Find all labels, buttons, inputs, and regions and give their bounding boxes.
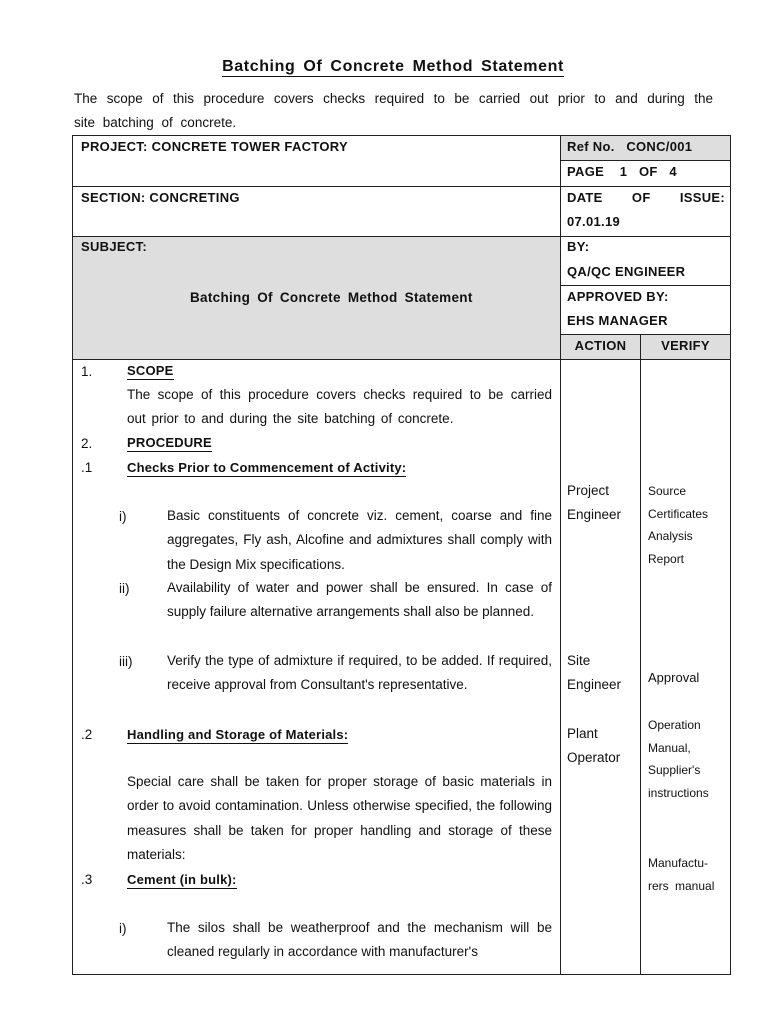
- subsection-number: .3: [81, 872, 93, 887]
- item-text: Basic constituents of concrete viz. cement, coarse and fine aggregates, Fly ash, Alcofine and admixtures shall comply with the Design Mix specifications.: [167, 508, 552, 572]
- checks-heading: Checks Prior to Commencement of Activity:: [127, 460, 407, 475]
- procedure-heading: PROCEDURE: [127, 435, 212, 450]
- divider: [560, 160, 731, 161]
- item-text: Availability of water and power shall be ensured. In case of supply failure alternative arrangements shall also be planned.: [167, 580, 552, 620]
- divider: [72, 359, 731, 360]
- verification-document: Source Certificates Analysis Report: [648, 484, 709, 566]
- date-of-issue-value: 07.01.19: [567, 214, 621, 229]
- approved-by-label: APPROVED BY:: [567, 289, 669, 304]
- divider: [560, 334, 731, 335]
- subsection-number: .1: [81, 460, 93, 475]
- verification-document: Manufactu-rers manual: [648, 856, 715, 893]
- cement-heading: Cement (in bulk):: [127, 872, 237, 887]
- item-text: The silos shall be weatherproof and the mechanism will be cleaned regularly in accordance with manufacturer's: [167, 920, 552, 960]
- reference-number: Ref No. CONC/001: [567, 139, 693, 154]
- action-responsible: Site Engineer: [567, 653, 622, 692]
- item-number: i): [119, 921, 127, 936]
- handling-text: Special care shall be taken for proper storage of basic materials in order to avoid contamination. Unless otherwise specified, the following measures shall be taken for proper handling and storage of these materials:: [127, 774, 552, 862]
- subsection-number: .2: [81, 727, 93, 742]
- section-name: SECTION: CONCRETING: [81, 190, 240, 205]
- page-number: PAGE 1 OF 4: [567, 164, 677, 179]
- by-label: BY:: [567, 239, 590, 254]
- intro-paragraph: The scope of this procedure covers checks required to be carried out prior to and during the site batching of concrete.: [74, 91, 713, 130]
- divider: [640, 334, 641, 975]
- action-responsible: Plant Operator: [567, 726, 621, 765]
- section-number: 2.: [81, 436, 93, 451]
- divider: [560, 135, 561, 361]
- divider: [72, 236, 731, 237]
- handling-heading: Handling and Storage of Materials:: [127, 727, 349, 742]
- action-responsible: Project Engineer: [567, 483, 622, 522]
- approved-by-value: EHS MANAGER: [567, 313, 668, 328]
- project-name: PROJECT: CONCRETE TOWER FACTORY: [81, 139, 348, 154]
- verify-column-header: VERIFY: [661, 338, 710, 353]
- item-number: ii): [119, 581, 130, 596]
- document-title: Batching Of Concrete Method Statement: [222, 58, 564, 75]
- date-of-issue-label: DATE OF ISSUE:: [567, 190, 725, 205]
- subject-text: Batching Of Concrete Method Statement: [190, 290, 473, 305]
- item-number: i): [119, 509, 127, 524]
- item-number: iii): [119, 654, 133, 669]
- scope-text: The scope of this procedure covers checks required to be carried out prior to and during the site batching of concrete.: [127, 387, 552, 427]
- divider: [560, 359, 561, 975]
- divider: [72, 186, 731, 187]
- verification-document: Operation Manual, Supplier's instructions: [648, 718, 709, 800]
- item-text: Verify the type of admixture if required, to be added. If required, receive approval from Consultant's representative.: [167, 653, 552, 693]
- scope-heading: SCOPE: [127, 363, 174, 378]
- by-value: QA/QC ENGINEER: [567, 264, 686, 279]
- action-column-header: ACTION: [574, 338, 627, 353]
- section-number: 1.: [81, 364, 93, 379]
- divider: [560, 285, 731, 286]
- subject-label: SUBJECT:: [81, 239, 147, 254]
- verification-document: Approval: [648, 670, 700, 685]
